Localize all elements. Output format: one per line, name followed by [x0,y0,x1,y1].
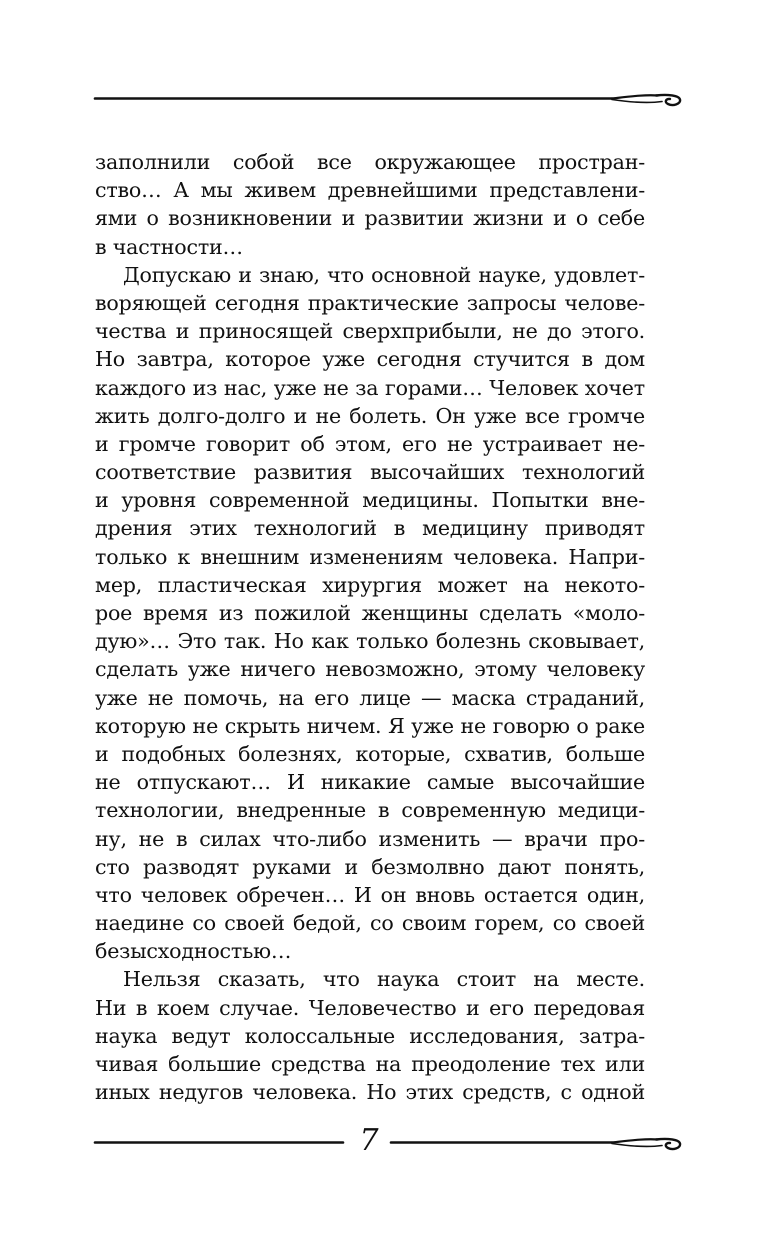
text-line: сделать уже ничего невозможно, этому человеку [95,657,645,682]
text-line: наедине со своей бедой, со своим горем, со своей [95,911,645,936]
text-line: дую»… Это так. Но как только болезнь сковывает, [95,629,645,654]
text-line: не отпускают… И никакие самые высочайшие [95,770,645,795]
text-line: Нельзя сказать, что наука стоит на месте. [123,967,645,992]
text-line: ство… А мы живем древнейшими представлени- [95,178,645,203]
text-line: сто разводят руками и безмолвно дают понять, [95,854,645,879]
paragraph [95,965,645,1106]
text-line: заполнили собой все окружающее простран- [95,150,645,174]
text-line: каждого из нас, уже не за горами… Человек хочет [95,375,645,400]
bottom-ornamental-rule [0,1122,768,1162]
text-line: и уровня современной медицины. Попытки вне- [95,488,645,513]
text-line: ну, не в силах что-либо изменить — врачи про- [95,826,645,851]
curl-flourish-icon [612,1139,680,1149]
text-line: иных недугов человека. Но этих средств, с одной [95,1080,645,1105]
text-line: технологии, внедренные в современную медици- [95,798,645,823]
text-line: только к внешним изменениям человека. Напри- [95,544,645,569]
text-line: безысходностью… [95,939,292,964]
top-ornamental-rule [0,78,768,118]
text-line: что человек обречен… И он вновь остается один, [95,882,645,907]
text-line: мер, пластическая хирургия может на некото- [95,572,645,597]
text-line: наука ведут колоссальные исследования, затра- [95,1023,645,1048]
text-line: чивая большие средства на преодоление тех или [95,1052,645,1076]
text-line: жить долго-долго и не болеть. Он уже все громче [95,403,645,428]
text-line: и громче говорит об этом, его не устраивает не- [95,431,645,456]
text-line: Допускаю и знаю, что основной науке, удовлет- [123,262,645,287]
text-line: ями о возникновении и развитии жизни и о себе [95,206,645,231]
text-line: дрения этих технологий в медицину приводят [95,516,645,541]
text-line: которую не скрыть ничем. Я уже не говорю о раке [95,713,645,738]
text-line: и подобных болезнях, которые, схватив, больше [95,741,645,766]
body-text [95,148,645,1106]
curl-flourish-icon [95,95,680,105]
text-line: Ни в коем случае. Человечество и его передовая [95,995,645,1020]
text-line: уже не помочь, на его лице — маска страданий, [95,685,645,710]
text-line: рое время из пожилой женщины сделать «моло- [95,601,645,625]
page-number: 7 [359,1123,379,1158]
paragraph [95,148,645,261]
text-line: Но завтра, которое уже сегодня стучится в дом [95,347,645,372]
text-line: воряющей сегодня практические запросы челове- [95,290,645,315]
text-line: в частности… [95,234,243,259]
paragraph [95,261,645,966]
text-line: чества и приносящей сверхприбыли, не до этого. [95,319,645,344]
text-line: соответствие развития высочайших технологий [95,460,645,485]
